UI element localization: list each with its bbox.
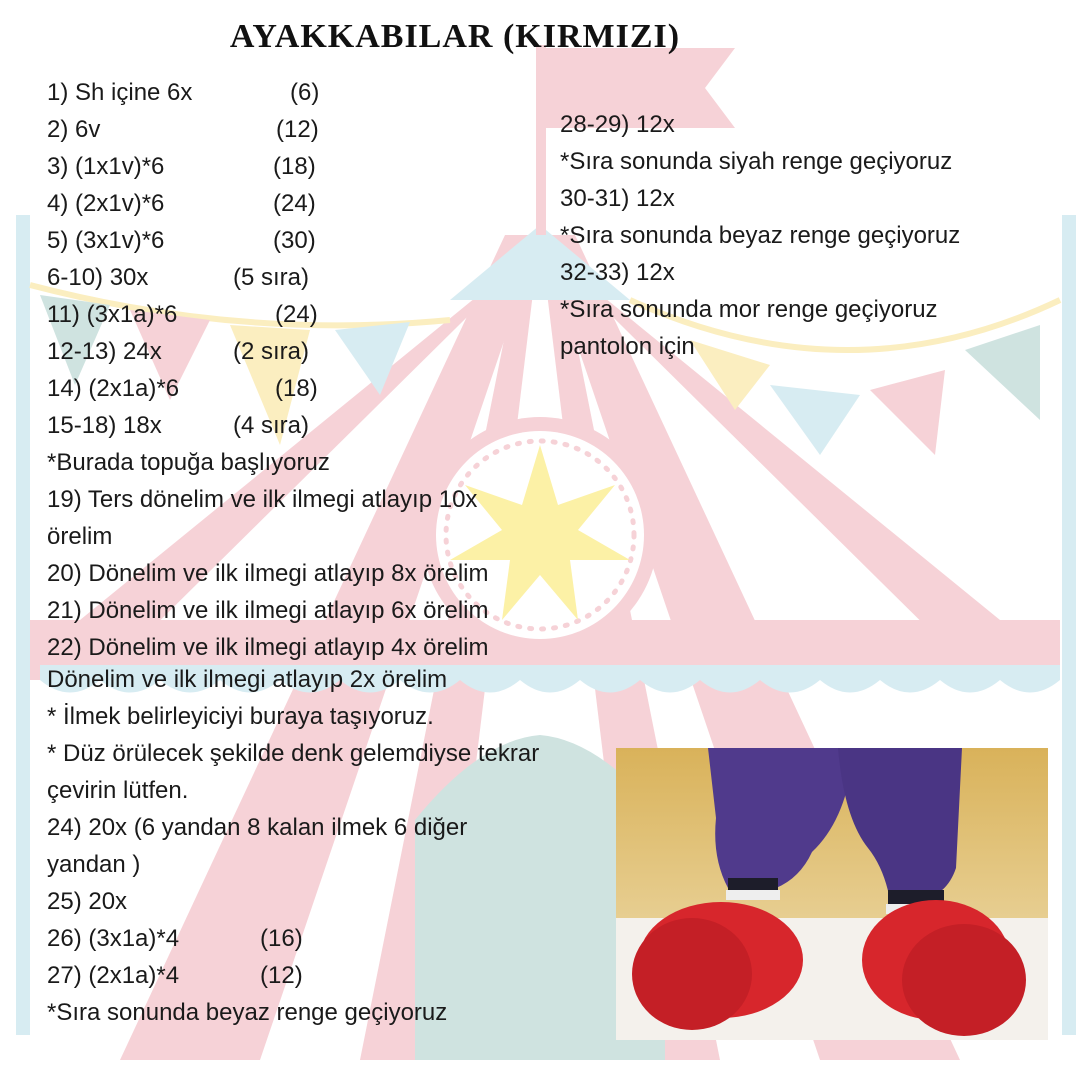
counted-row: 27) (2x1a)*4 (12) (47, 962, 303, 989)
counted-row: 1) Sh içine 6x (6) (47, 79, 320, 106)
instruction-line: * İlmek belirleyiciyi buraya taşıyoruz. (47, 703, 434, 730)
instruction-line: *Burada topuğa başlıyoruz (47, 449, 330, 476)
instruction-line: Dönelim ve ilk ilmegi atlayıp 2x örelim (47, 666, 448, 693)
counted-row: 14) (2x1a)*6 (18) (47, 375, 318, 402)
counted-row: 6-10) 30x (5 sıra) (47, 264, 310, 291)
instruction-line: 19) Ters dönelim ve ilk ilmegi atlayıp 10x örelim (47, 486, 478, 550)
counted-row: 12-13) 24x (2 sıra) (47, 338, 310, 365)
instruction-line: 24) 20x (6 yandan 8 kalan ilmek 6 diğer yandan ) (47, 814, 468, 878)
instructions-left-column-continued (47, 661, 567, 1031)
instruction-line: 20) Dönelim ve ilk ilmegi atlayıp 8x örelim (47, 560, 489, 587)
instruction-line: *Sıra sonunda mor renge geçiyoruz pantolon için (560, 296, 938, 360)
instruction-line: 28-29) 12x (560, 111, 675, 138)
crochet-shoes-photo (616, 748, 1048, 1040)
instruction-line: *Sıra sonunda siyah renge geçiyoruz (560, 148, 953, 175)
instruction-line: *Sıra sonunda beyaz renge geçiyoruz (47, 999, 448, 1026)
instruction-line: 22) Dönelim ve ilk ilmegi atlayıp 4x örelim (47, 634, 489, 661)
page-title: AYAKKABILAR (KIRMIZI) (229, 18, 681, 55)
counted-row: 5) (3x1v)*6 (30) (47, 227, 316, 254)
counted-row: 3) (1x1v)*6 (18) (47, 153, 316, 180)
counted-row: 2) 6v (12) (47, 116, 319, 143)
counted-row: 11) (3x1a)*6 (24) (47, 301, 318, 328)
instructions-left-column (47, 74, 567, 666)
counted-row: 15-18) 18x (4 sıra) (47, 412, 310, 439)
instructions-right-column (560, 106, 1030, 365)
instruction-line: 30-31) 12x (560, 185, 675, 212)
instruction-line: *Sıra sonunda beyaz renge geçiyoruz (560, 222, 961, 249)
counted-row: 26) (3x1a)*4 (16) (47, 925, 303, 952)
instruction-line: 21) Dönelim ve ilk ilmegi atlayıp 6x örelim (47, 597, 489, 624)
instruction-line: 25) 20x (47, 888, 128, 915)
instruction-line: 32-33) 12x (560, 259, 675, 286)
counted-row: 4) (2x1v)*6 (24) (47, 190, 316, 217)
instruction-line: * Düz örülecek şekilde denk gelemdiyse tekrar çevirin lütfen. (47, 740, 540, 804)
